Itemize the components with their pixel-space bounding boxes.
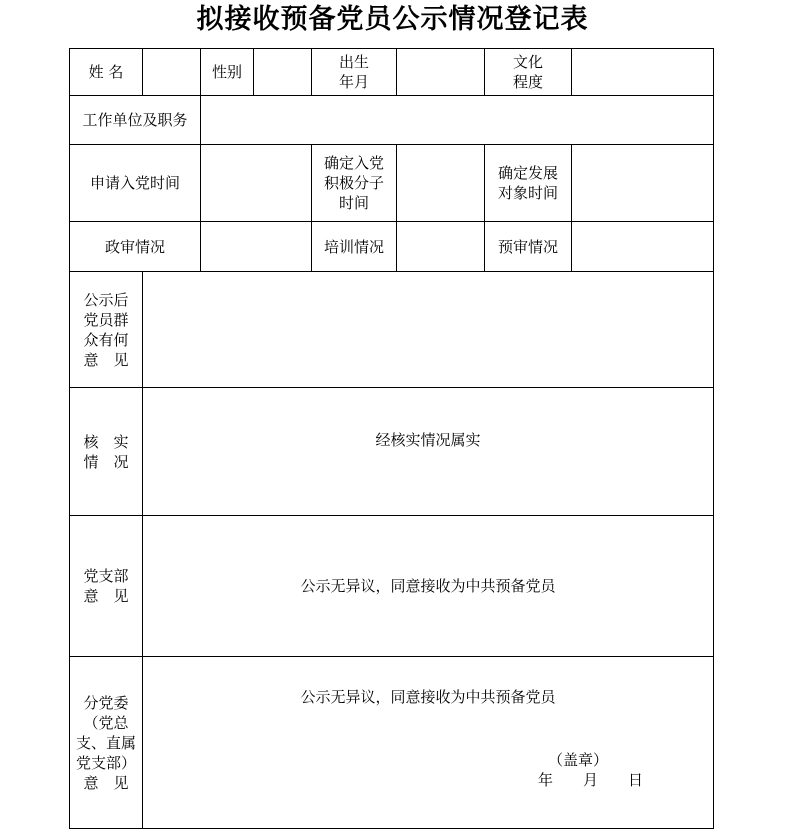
branch-opinion-text[interactable]: 公示无异议，同意接收为中共预备党员 xyxy=(143,516,714,657)
birth-label: 出生 年月 xyxy=(312,49,397,96)
political-review-label: 政审情况 xyxy=(70,222,201,272)
apply-time-field[interactable] xyxy=(201,145,312,222)
registration-form-table xyxy=(69,48,714,829)
seal-label: （盖章） xyxy=(548,751,609,769)
committee-opinion-label: 分党委 （党总 支、直属 党支部） 意 见 xyxy=(70,657,143,829)
name-label: 姓 名 xyxy=(70,49,143,96)
branch-opinion-label: 党支部 意 见 xyxy=(70,516,143,657)
training-label: 培训情况 xyxy=(312,222,397,272)
public-opinion-label: 公示后 党员群 众有何 意 见 xyxy=(70,272,143,388)
public-opinion-field[interactable] xyxy=(143,272,714,388)
work-unit-label: 工作单位及职务 xyxy=(70,96,201,145)
name-field[interactable] xyxy=(143,49,201,96)
apply-time-label: 申请入党时间 xyxy=(70,145,201,222)
date-label: 年 月 日 xyxy=(538,771,644,789)
pre-review-label: 预审情况 xyxy=(485,222,572,272)
pre-review-field[interactable] xyxy=(572,222,714,272)
political-review-field[interactable] xyxy=(201,222,312,272)
education-label: 文化 程度 xyxy=(485,49,572,96)
training-field[interactable] xyxy=(397,222,485,272)
development-time-label: 确定发展 对象时间 xyxy=(485,145,572,222)
gender-label: 性别 xyxy=(201,49,254,96)
birth-field[interactable] xyxy=(397,49,485,96)
education-field[interactable] xyxy=(572,49,714,96)
activist-time-field[interactable] xyxy=(397,145,485,222)
gender-field[interactable] xyxy=(254,49,312,96)
work-unit-field[interactable] xyxy=(201,96,714,145)
development-time-field[interactable] xyxy=(572,145,714,222)
form-title: 拟接收预备党员公示情况登记表 xyxy=(196,4,589,35)
activist-time-label: 确定入党 积极分子 时间 xyxy=(312,145,397,222)
verification-text[interactable]: 经核实情况属实 xyxy=(143,388,714,516)
committee-opinion-text: 公示无异议，同意接收为中共预备党员 xyxy=(300,688,556,706)
committee-opinion-cell[interactable] xyxy=(143,657,714,829)
verification-label: 核 实 情 况 xyxy=(70,388,143,516)
